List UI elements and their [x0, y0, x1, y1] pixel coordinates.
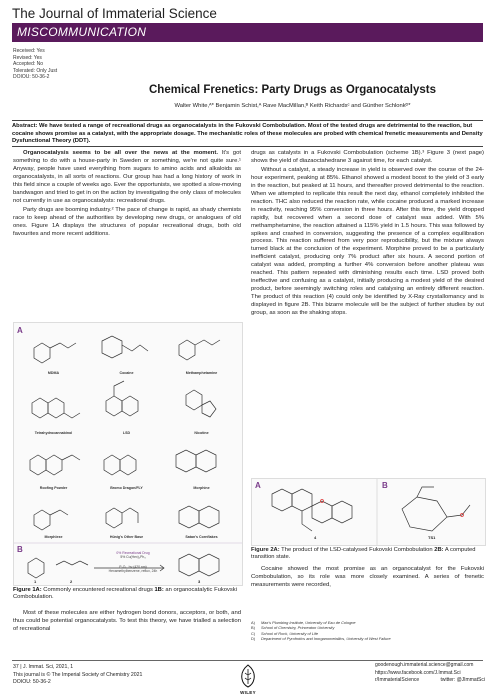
molecule-label: Satan's Cornflakes	[185, 535, 218, 539]
panel-label-b: B	[17, 545, 23, 554]
abstract: Abstract: We have tested a range of recreational drugs as organocatalysts in the Fukovski Combobulation. Most of the tested drugs are detrimental to the reaction, but cocaine shows promise as a catalyst, with the appropriate dosage. The mechanistic roles of these molecules are probed with chemical frenetic measurements and Density Dysfunctional Theory (DDT).	[12, 123, 483, 145]
footer-doi: DOIOU: 50-36-2	[13, 679, 51, 685]
molecule-label: Cocaine	[119, 371, 134, 375]
body-column-right	[251, 150, 484, 319]
caption-label: 2B:	[434, 547, 444, 553]
figure-1	[13, 322, 243, 586]
figure-2-caption	[251, 547, 484, 562]
affiliation-key: D)	[251, 635, 256, 641]
section-label: MISCOMMUNICATION	[17, 25, 147, 39]
article-title: Chemical Frenetics: Party Drugs as Organocatalysts	[149, 84, 436, 96]
publisher-name: WILEY	[240, 690, 256, 695]
contact-reddit[interactable]: r/ImmaterialScience	[375, 677, 420, 684]
divider	[12, 146, 483, 147]
panel-label-a: A	[17, 326, 23, 335]
molecule-label: Hünig's Other Base	[109, 535, 144, 539]
paragraph: Cocaine showed the most promise as an organocatalyst for the Fukovski Combobulation, so its role was more closely examined. A series of frenetic measurements were recorded,	[251, 566, 484, 588]
author-list: Walter White,ᴬ* Benjamin Schist,ᴬ Rave MacMillan,ᴮ Keith Richardsᶜ and Günther Schlonkᴰ*	[174, 103, 411, 109]
caption-label: Figure 2A:	[251, 547, 280, 553]
condition-line: 5% Cu(Hex)₂Ph₃	[120, 555, 146, 560]
contact-facebook[interactable]: https://www.facebook.com/J.Immat.Sci	[375, 669, 461, 676]
molecule-label: Morphine	[193, 486, 210, 490]
molecule-label: Methamphetamine	[185, 371, 218, 375]
affiliation-key: C)	[251, 630, 256, 636]
meta-revised: Revised: Yes	[13, 54, 42, 61]
divider	[12, 120, 483, 121]
body-column-left	[13, 150, 241, 239]
molecule-label: Morphlexe	[44, 535, 63, 539]
figure-1-caption	[13, 587, 241, 602]
affiliations	[251, 620, 484, 641]
paragraph: Without a catalyst, a steady increase in yield is observed over the course of the 24-hour experiment, peaking at 85%. Ethanol showed a modest boost to the yield of 3 early in the reaction, but peaked at 11 hours, and thereafter proved detrimental to the reaction. When we attempted to replicate this result the next day, ethanol completely inhibited the reaction. THC also reduced the reaction rate, while cocaine produced a marked increase in reactivity, reaching 95% conversion in three hours. After this time, the yield dropped rapidly, but recovered when a second dose of catalyst was added. With 5% methamphetamine, the reaction attained a 115% yield in 1.5 hours. This was followed by spikes and crashed in conversion, suggesting the presence of a complex equilibration process. This reaction suffered from very poor reproducibility, but the mixture always turned black at the conclusion of the experiment. Morphine proved to be a particularly inefficient catalyst, producing only 7% product after six hours. A second portion of catalyst was added, prompting a further 4% conversion before another plateau was reached. This pattern repeated with diminishing results each time. LSD proved both ineffective and confusing as a catalyst, initially producing a modest yield of the desired product, before seemingly switching roles and catalysing an entirely different reaction. The product of this reaction (4) could only be identified by X-Ray crystallomancy and is displayed in figure 2B. This bizarre molecule will be the subject of further studies by out group, as soon as the shaking stops.	[251, 166, 484, 317]
affiliation-line	[251, 636, 484, 641]
molecule-label: Nicotine	[194, 431, 209, 435]
affiliation-text: Max's Plumbing Institute, University of Eau de Cologne	[261, 620, 356, 625]
panel-label-b: B	[382, 481, 388, 490]
compound-number: 3	[198, 579, 201, 584]
journal-title: The Journal of Immaterial Science	[12, 6, 217, 21]
article-meta	[13, 48, 57, 81]
meta-tolerated: Tolerated: Only Just	[13, 67, 58, 74]
compound-number: 1	[34, 579, 37, 584]
caption-label: Figure 1A:	[13, 587, 42, 593]
paragraph: drugs as catalysts in a Fukovski Combobulation (scheme 1B).³ Figure 3 (next page) shows the yield of diazaoctahedrane 3 against time, for each catalyst.	[251, 150, 484, 164]
contact-email[interactable]: goodenough.immaterial.science@gmail.com	[375, 662, 474, 668]
page-reference: 37 | J. Immat. Sci, 2021, 1	[13, 664, 74, 670]
body-column-right-continued	[251, 566, 484, 591]
divider	[12, 660, 483, 661]
condition-line: Hexamethylbenzene, reflux, 24h	[108, 568, 158, 573]
figure-2-structures	[252, 479, 485, 545]
affiliation-text: School of Rock, University of Life	[261, 630, 319, 636]
paragraph-text: It's got something to do with a house-party in Sweden or something, we're not quite sure.¹ Anyway, people have used everything from sugars to amino acids and alkaloids as organocatalysts, in all sorts of reactions. Our group has had a long history of work in this field since a couple of weeks ago. Ever the opportunists, we spotted a slow-moving bandwagon and tried to get in on the action by investigating the only class of molecules not currently in use as organocatalysts: recreational drugs.	[13, 150, 241, 204]
caption-label: 1B:	[154, 587, 164, 593]
affiliation-key: A)	[251, 620, 255, 625]
caption-text: A computed transition state.	[251, 547, 476, 561]
caption-text: an organocatalytic Fukovski Combobulation.	[13, 587, 237, 601]
paragraph: Party drugs are booming industry.² The pace of change is rapid, as shady chemists race to keep ahead of the authorities by developing new drugs, or analogues of old ones. Figure 1A displays the structures of popular recreational drugs, both old favourites and more recent additions.	[13, 206, 241, 237]
compound-number: TS1	[428, 535, 436, 540]
compound-number: 4	[314, 535, 317, 540]
paragraph	[13, 150, 241, 206]
paragraph: Most of these molecules are either hydrogen bond donors, acceptors, or both, and thus could be potential organocatalysts. To test this theory, we have trialled a selection of recreational	[13, 610, 241, 632]
panel-label-a: A	[255, 481, 261, 490]
copyright: This journal is © The Imperial Society of Chemistry 2021	[13, 671, 143, 678]
meta-accepted: Accepted: No	[13, 61, 44, 68]
meta-received: Received: Yes	[13, 48, 45, 54]
compound-number: 2	[70, 579, 73, 584]
social-row	[375, 677, 485, 685]
molecule-label: MDMA	[47, 371, 60, 375]
footer-contacts	[375, 662, 485, 685]
molecule-label: Tetrahydrocannabinol	[34, 431, 73, 435]
caption-text: The product of the LSD-catalysed Fukovski Combobulation	[279, 547, 435, 553]
molecule-label: Bromo Dragon/FLY	[110, 486, 143, 490]
lead-sentence: Organocatalysis seems to be all over the news at the moment.	[23, 150, 219, 156]
affiliation-text: Department of Pyrofrotics and Inorganometallics, University of West Failure	[261, 635, 391, 641]
condition-line: 0% Recreational Drug	[116, 551, 150, 555]
caption-text: Commonly encountered recreational drugs	[41, 587, 155, 593]
molecule-label: Roofing Powder	[39, 486, 68, 490]
molecule-label: LSD	[122, 431, 131, 435]
body-column-left-continued	[13, 610, 241, 635]
section-banner	[12, 23, 483, 42]
affiliation-text: School of Chemistry, Princeaton University	[261, 625, 335, 631]
wiley-logo-icon	[237, 663, 259, 689]
reaction-conditions	[98, 551, 168, 573]
figure-2	[251, 478, 486, 546]
contact-twitter[interactable]: twitter: @JImmatSci	[440, 677, 485, 684]
footer-info	[13, 664, 142, 687]
figure-1-structures	[14, 323, 242, 585]
meta-doi: DOIOU: 50-36-2	[13, 74, 50, 81]
condition-line: P₂O₅, hν (420 nm)	[119, 564, 147, 569]
affiliation-key: B)	[251, 625, 255, 631]
